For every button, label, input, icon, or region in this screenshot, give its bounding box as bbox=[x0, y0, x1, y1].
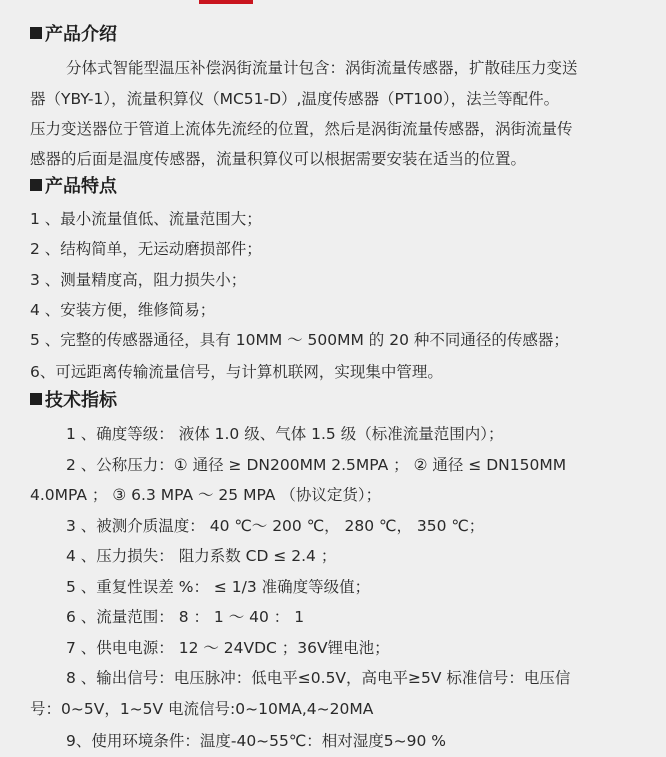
section-heading-specs: 技术指标 bbox=[30, 390, 117, 412]
spec-line: 号：0~5V，1~5V 电流信号:0~10MA,4~20MA bbox=[30, 700, 374, 718]
square-bullet-icon bbox=[30, 393, 42, 405]
spec-line: 8 、输出信号：电压脉冲：低电平≤0.5V，高电平≥5V 标准信号：电压信 bbox=[66, 669, 571, 687]
intro-line-4: 感器的后面是温度传感器，流量积算仪可以根据需要安装在适当的位置。 bbox=[30, 150, 527, 168]
spec-line: 4 、压力损失： 阻力系数 CD ≤ 2.4 ； bbox=[66, 547, 337, 565]
intro-line-1: 分体式智能型温压补偿涡街流量计包含：涡街流量传感器，扩散硅压力变送 bbox=[66, 59, 578, 77]
feature-item: 2 、结构简单，无运动磨损部件； bbox=[30, 240, 262, 258]
intro-line-2: 器（YBY-1），流量积算仪（MC51-D）,温度传感器（PT100），法兰等配件。 bbox=[30, 90, 560, 108]
spec-line: 2 、公称压力：① 通径 ≥ DN200MM 2.5MPA ； ② 通径 ≤ DN150MM bbox=[66, 456, 567, 474]
spec-line: 3 、被测介质温度： 40 ℃～ 200 ℃， 280 ℃， 350 ℃； bbox=[66, 517, 485, 535]
spec-line: 7 、供电电源： 12 ～ 24VDC ；36V锂电池； bbox=[66, 639, 390, 657]
top-accent-bar bbox=[199, 0, 253, 4]
feature-item: 5 、完整的传感器通径，具有 10MM ～ 500MM 的 20 种不同通径的传感器； bbox=[30, 331, 569, 349]
section-heading-features: 产品特点 bbox=[30, 176, 117, 198]
spec-line: 5 、重复性误差 %： ≤ 1/3 准确度等级值； bbox=[66, 578, 371, 596]
spec-line: 9、使用环境条件：温度-40~55℃：相对湿度5~90 % bbox=[66, 732, 447, 750]
feature-item: 4 、安装方便，维修简易； bbox=[30, 301, 216, 319]
intro-line-3: 压力变送器位于管道上流体先流经的位置，然后是涡街流量传感器，涡街流量传 bbox=[30, 120, 573, 138]
spec-line: 1 、确度等级： 液体 1.0 级、气体 1.5 级（标准流量范围内）； bbox=[66, 425, 504, 443]
feature-item: 3 、测量精度高，阻力损失小； bbox=[30, 271, 247, 289]
feature-item: 6、可远距离传输流量信号，与计算机联网，实现集中管理。 bbox=[30, 363, 443, 381]
square-bullet-icon bbox=[30, 27, 42, 39]
feature-item: 1 、最小流量值低、流量范围大； bbox=[30, 210, 262, 228]
section-heading-intro: 产品介绍 bbox=[30, 24, 117, 46]
spec-line: 4.0MPA ； ③ 6.3 MPA ～ 25 MPA （协议定货）； bbox=[30, 486, 382, 504]
square-bullet-icon bbox=[30, 179, 42, 191]
spec-line: 6 、流量范围： 8 ： 1 ～ 40 ： 1 bbox=[66, 608, 305, 626]
